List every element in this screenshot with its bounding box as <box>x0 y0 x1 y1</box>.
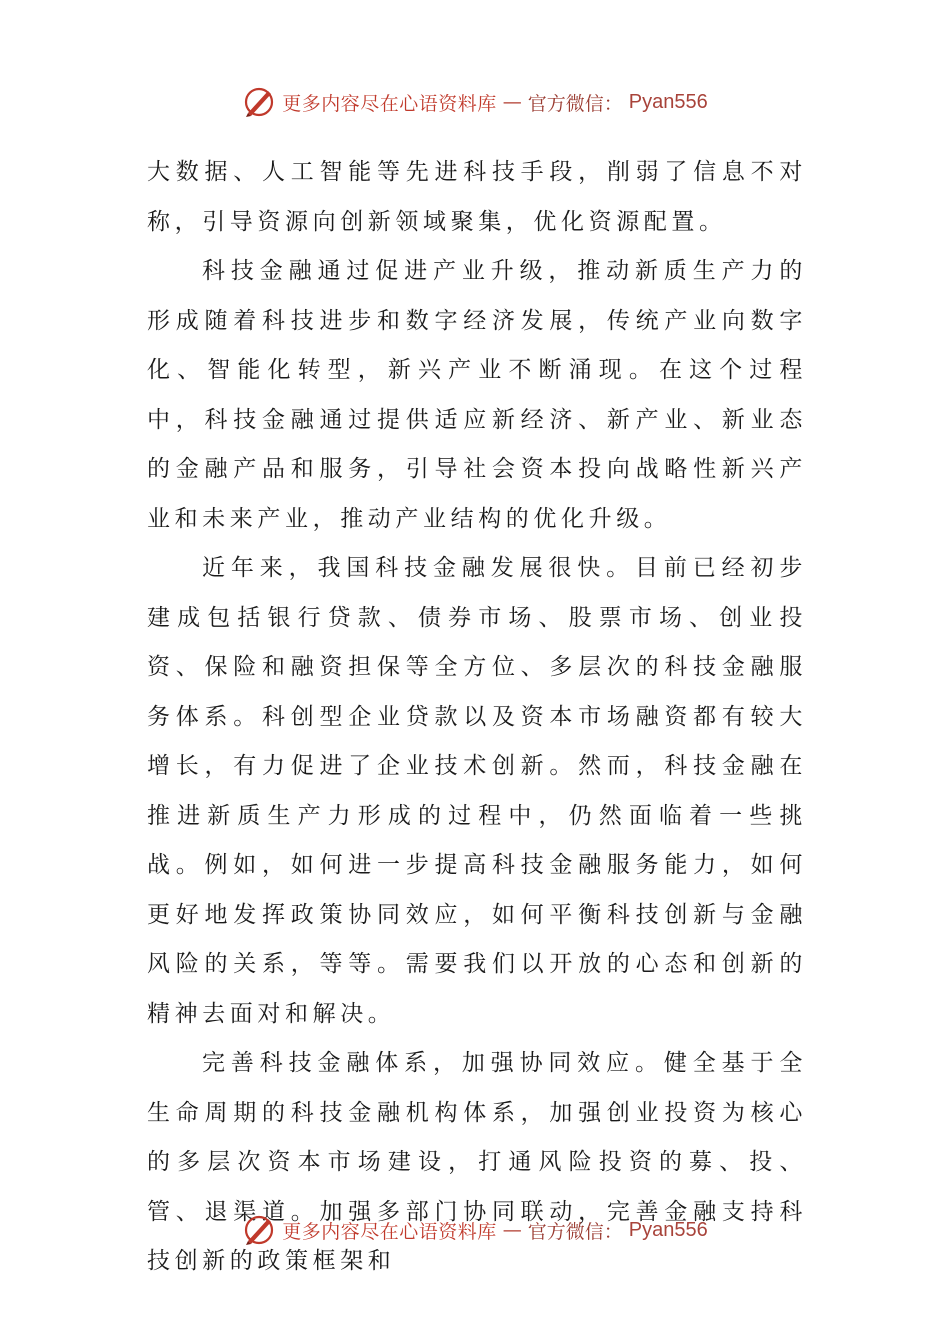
paragraph-3: 近年来，我国科技金融发展很快。目前已经初步建成包括银行贷款、债券市场、股票市场、创业投资、保险和融资担保等全方位、多层次的科技金融服务体系。科创型企业贷款以及资本市场融资都有较大增长，有力促进了企业技术创新。然而，科技金融在推进新质生产力形成的过程中，仍然面临着一些挑战。例如，如何进一步提高科技金融服务能力，如何更好地发挥政策协同效应，如何平衡科技创新与金融风险的关系，等等。需要我们以开放的心态和创新的精神去面对和解决。 <box>147 555 807 1027</box>
banner-wechat-id: Pyan556 <box>628 1218 708 1241</box>
paragraph-4: 完善科技金融体系，加强协同效应。健全基于全生命周期的科技金融机构体系，加强创业投资为核心的多层次资本市场建设，打通风险投资的募、投、管、退渠道。加强多部门协同联动，完善金融支持科技创新的政策框架和 <box>147 1050 807 1274</box>
document-body <box>147 148 807 1287</box>
banner-wechat-id: Pyan556 <box>628 90 708 113</box>
banner-separator: — <box>502 91 522 113</box>
paragraph-2: 科技金融通过促进产业升级，推动新质生产力的形成随着科技进步和数字经济发展，传统产业向数字化、智能化转型，新兴产业不断涌现。在这个过程中，科技金融通过提供适应新经济、新产业、新业态的金融产品和服务，引导社会资本投向战略性新兴产业和未来产业，推动产业结构的优化升级。 <box>147 258 807 532</box>
pen-logo-icon <box>242 1213 276 1247</box>
pen-logo-icon <box>242 85 276 119</box>
paragraph-1: 大数据、人工智能等先进科技手段，削弱了信息不对称，引导资源向创新领域聚集，优化资源配置。 <box>147 159 807 235</box>
footer-banner <box>0 1210 950 1250</box>
banner-wechat-label: 官方微信： <box>527 1220 623 1243</box>
banner-text: 更多内容尽在心语资料库 <box>282 1220 497 1243</box>
banner-text: 更多内容尽在心语资料库 <box>282 92 497 115</box>
banner-separator: — <box>502 1219 522 1241</box>
banner-wechat-label: 官方微信： <box>527 92 623 115</box>
header-banner <box>0 82 950 122</box>
